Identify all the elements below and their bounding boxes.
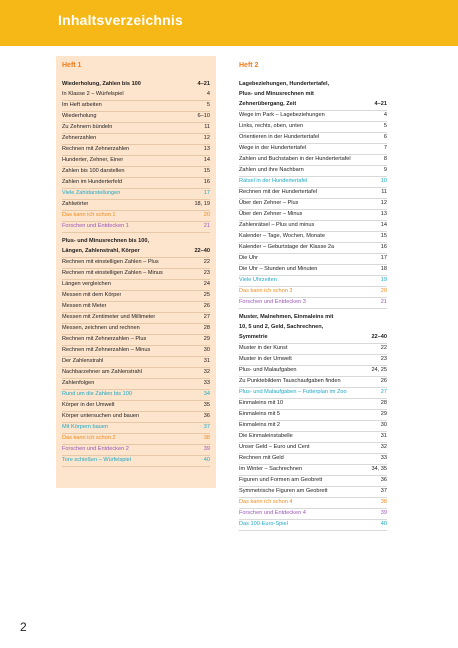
toc-entry [62, 123, 210, 134]
toc-entry [62, 222, 210, 233]
toc-entry-page: 5 [206, 102, 210, 109]
toc-entry [62, 335, 210, 346]
toc-entry-title: Im Heft arbeiten [62, 102, 102, 109]
toc-entry-page: 13 [203, 146, 210, 153]
toc-entry [239, 432, 387, 443]
toc-entry-page: 21 [380, 299, 387, 306]
toc-entry [239, 287, 387, 298]
toc-entry-page: 26 [203, 303, 210, 310]
toc-entry-page: 24, 25 [371, 367, 387, 374]
toc-entry-title: Forschen und Entdecken 2 [62, 446, 129, 453]
toc-entry-title: Das kann ich schon 1 [62, 212, 116, 219]
toc-entry-page: 25 [203, 292, 210, 299]
toc-entry [239, 298, 387, 309]
toc-entry-title: Symmetrische Figuren am Geobrett [239, 488, 328, 495]
toc-entry [62, 291, 210, 302]
toc-entry [62, 258, 210, 269]
toc-entry-page: 4 [383, 112, 387, 119]
toc-entry [62, 346, 210, 357]
toc-entry-title: Muster, Malnehmen, Einmaleins mit [239, 314, 334, 321]
toc-entry [62, 401, 210, 412]
toc-entry [239, 487, 387, 498]
toc-entry-page: 27 [203, 314, 210, 321]
toc-entry [62, 167, 210, 178]
toc-entry-page: 19 [380, 277, 387, 284]
toc-entry-title: Über den Zehner – Minus [239, 211, 303, 218]
toc-entry [62, 112, 210, 123]
toc-entry-title: Lagebeziehungen, Hundertertafel, [239, 81, 330, 88]
toc-entry-page: 39 [203, 446, 210, 453]
toc-entry [62, 368, 210, 379]
toc-entry [239, 454, 387, 465]
toc-entry [239, 254, 387, 265]
header-banner [0, 0, 458, 46]
heft1-panel [56, 56, 216, 488]
toc-entry [239, 498, 387, 509]
toc-entry-title: Rechnen mit Zehnerzahlen [62, 146, 130, 153]
toc-entry-page: 11 [381, 189, 387, 196]
toc-entry-title: Wege im Park – Lagebeziehungen [239, 112, 325, 119]
toc-entry [62, 280, 210, 291]
toc-section-heading [239, 333, 387, 344]
toc-entry-page: 34 [203, 391, 210, 398]
toc-entry-title: Einmaleins mit 2 [239, 422, 281, 429]
toc-entry-page: 12 [380, 200, 387, 207]
toc-entry-page: 6–10 [197, 113, 210, 120]
toc-entry-title: Messen mit Zentimeter und Millimeter [62, 314, 156, 321]
toc-entry-page: 15 [380, 233, 387, 240]
toc-entry-title: Rund um die Zahlen bis 100 [62, 391, 132, 398]
toc-entry-page: 10 [380, 178, 387, 185]
toc-entry [62, 434, 210, 445]
toc-entry-title: Hunderter, Zehner, Einer [62, 157, 124, 164]
toc-entry-page: 24 [203, 281, 210, 288]
toc-entry-page: 21 [203, 223, 210, 230]
toc-entry [239, 188, 387, 199]
toc-entry-page: 15 [203, 168, 210, 175]
toc-entry [239, 210, 387, 221]
toc-entry-page: 13 [380, 211, 387, 218]
toc-entry [62, 412, 210, 423]
toc-entry-title: Figuren und Formen am Geobrett [239, 477, 323, 484]
toc-entry-title: Die Uhr [239, 255, 258, 262]
toc-entry-title: Zehnerübergang, Zeit [239, 101, 297, 108]
toc-entry [239, 355, 387, 366]
toc-entry-title: Wege in der Hundertertafel [239, 145, 307, 152]
toc-entry [239, 221, 387, 232]
toc-entry-title: Das kann ich schon 4 [239, 499, 293, 506]
toc-entry-page: 30 [380, 422, 387, 429]
toc-entry-title: Plus- und Minusrechnen mit [239, 91, 314, 98]
toc-entry [62, 156, 210, 167]
toc-entry-page: 8 [383, 156, 387, 163]
toc-entry [239, 177, 387, 188]
toc-entry-title: Einmaleins mit 5 [239, 411, 281, 418]
toc-entry-page: 29 [380, 411, 387, 418]
toc-entry-title: Einmaleins mit 10 [239, 400, 284, 407]
toc-entry-page: 37 [203, 424, 210, 431]
toc-entry-title: Die Einmaleinstabelle [239, 433, 293, 440]
toc-entry [239, 122, 387, 133]
toc-entry [62, 357, 210, 368]
toc-entry-title: Das kann ich schon 3 [239, 288, 293, 295]
toc-entry-title: Körper untersuchen und bauen [62, 413, 140, 420]
toc-entry-page: 4 [206, 91, 210, 98]
toc-entry [239, 265, 387, 276]
decorative-curve [320, 0, 458, 46]
toc-entry-page: 26 [380, 378, 387, 385]
toc-entry-page: 22 [380, 345, 387, 352]
toc-entry-title: Plus- und Malaufgaben – Futterplan im Zoo [239, 389, 347, 396]
toc-entry [62, 189, 210, 200]
toc-section-heading [62, 237, 210, 247]
toc-entry-title: Zahlenrätsel – Plus und minus [239, 222, 315, 229]
toc-entry [239, 399, 387, 410]
heft2-toc-list [239, 80, 387, 531]
toc-entry-page: 22–40 [371, 334, 387, 341]
toc-entry-title: Messen, zeichnen und rechnen [62, 325, 140, 332]
toc-entry-page: 30 [203, 347, 210, 354]
toc-entry-title: Im Winter – Sachrechnen [239, 466, 303, 473]
toc-entry-title: Forschen und Entdecken 3 [239, 299, 306, 306]
toc-entry [239, 377, 387, 388]
toc-entry [239, 344, 387, 355]
toc-entry [239, 155, 387, 166]
toc-entry [62, 101, 210, 112]
toc-entry-page: 38 [380, 499, 387, 506]
toc-entry-page: 29 [203, 336, 210, 343]
toc-entry-title: Zahlen bis 100 darstellen [62, 168, 125, 175]
toc-entry [62, 423, 210, 434]
toc-entry-page: 17 [203, 190, 210, 197]
toc-entry [62, 324, 210, 335]
toc-entry-page: 22 [203, 259, 210, 266]
toc-entry-page: 23 [380, 356, 387, 363]
toc-entry-page: 40 [380, 521, 387, 528]
toc-entry-title: Rätsel in der Hundertertafel [239, 178, 308, 185]
toc-entry-title: Zahlenfolgen [62, 380, 95, 387]
toc-entry-title: Zahlen und ihre Nachbarn [239, 167, 304, 174]
toc-entry [239, 476, 387, 487]
toc-entry [239, 509, 387, 520]
toc-entry-title: Zu Punktebildern Tauschaufgaben finden [239, 378, 341, 385]
toc-entry [239, 232, 387, 243]
toc-entry [239, 421, 387, 432]
toc-entry-title: Rechnen mit Zehnerzahlen – Plus [62, 336, 147, 343]
toc-entry [62, 445, 210, 456]
toc-entry-title: Viele Uhrzeiten [239, 277, 277, 284]
toc-entry-page: 9 [383, 167, 387, 174]
toc-entry-title: Messen mit Meter [62, 303, 107, 310]
toc-entry [239, 443, 387, 454]
toc-entry-page: 11 [204, 124, 210, 131]
toc-entry-title: Der Zahlenstrahl [62, 358, 104, 365]
toc-entry-page: 23 [203, 270, 210, 277]
toc-entry-page: 4–21 [197, 81, 210, 88]
toc-entry-page: 4–21 [374, 101, 387, 108]
toc-entry-page: 31 [203, 358, 210, 365]
toc-entry-title: Zu Zehnern bündeln [62, 124, 113, 131]
toc-entry [62, 178, 210, 189]
toc-entry [239, 520, 387, 531]
toc-entry [62, 211, 210, 222]
toc-section-heading [62, 247, 210, 258]
toc-entry-page: 14 [203, 157, 210, 164]
toc-entry-page: 37 [380, 488, 387, 495]
toc-entry [62, 390, 210, 401]
toc-entry-page: 22–40 [194, 248, 210, 255]
toc-entry-title: Symmetrie [239, 334, 268, 341]
toc-section-heading [239, 100, 387, 111]
toc-entry-title: Rechnen mit einstelligen Zahlen – Minus [62, 270, 163, 277]
toc-entry-page: 32 [203, 369, 210, 376]
toc-section-heading [239, 90, 387, 100]
toc-entry-page: 31 [380, 433, 387, 440]
toc-entry [239, 111, 387, 122]
toc-entry [239, 166, 387, 177]
toc-entry-page: 20 [203, 212, 210, 219]
page-number: 2 [20, 620, 27, 634]
toc-entry-title: Rechnen mit der Hundertertafel [239, 189, 318, 196]
toc-entry-title: Forschen und Entdecken 4 [239, 510, 306, 517]
toc-entry [239, 388, 387, 399]
toc-entry [62, 134, 210, 145]
toc-entry-page: 18 [380, 266, 387, 273]
toc-entry-page: 38 [203, 435, 210, 442]
toc-entry-page: 18, 19 [194, 201, 210, 208]
toc-entry-title: Links, rechts, oben, unten [239, 123, 304, 130]
toc-entry-title: Rechnen mit Zehnerzahlen – Minus [62, 347, 151, 354]
toc-entry-title: Zahlen und Buchstaben in der Hundertertafel [239, 156, 351, 163]
toc-entry-title: Tore schießen – Würfelspiel [62, 457, 132, 464]
toc-entry-page: 35 [203, 402, 210, 409]
toc-entry [62, 313, 210, 324]
toc-entry-title: Zehnerzahlen [62, 135, 97, 142]
toc-entry-page: 39 [380, 510, 387, 517]
toc-section-heading [62, 80, 210, 90]
toc-entry [239, 144, 387, 155]
toc-entry-page: 36 [203, 413, 210, 420]
toc-entry-page: 12 [203, 135, 210, 142]
toc-entry-title: Kalender – Tage, Wochen, Monate [239, 233, 325, 240]
toc-entry-page: 17 [380, 255, 387, 262]
toc-entry-page: 33 [380, 455, 387, 462]
toc-entry-title: Zahlwörter [62, 201, 89, 208]
toc-entry-title: Kalender – Geburtstage der Klasse 2a [239, 244, 335, 251]
toc-entry-title: Muster in der Umwelt [239, 356, 292, 363]
heft2-panel [233, 56, 393, 528]
toc-entry-title: Über den Zehner – Plus [239, 200, 299, 207]
toc-entry [62, 302, 210, 313]
toc-entry-page: 33 [203, 380, 210, 387]
toc-section-heading [239, 80, 387, 90]
toc-entry-title: Plus- und Malaufgaben [239, 367, 297, 374]
toc-entry-title: Längen vergleichen [62, 281, 111, 288]
toc-entry-title: Viele Zahldarstellungen [62, 190, 121, 197]
page-title: Inhaltsverzeichnis [58, 12, 183, 28]
toc-entry-title: Muster in der Kunst [239, 345, 288, 352]
toc-entry-page: 16 [380, 244, 387, 251]
toc-entry-page: 40 [203, 457, 210, 464]
toc-entry [62, 145, 210, 156]
toc-entry-page: 34, 35 [371, 466, 387, 473]
toc-entry-page: 28 [203, 325, 210, 332]
toc-entry-title: Wiederholung [62, 113, 97, 120]
toc-entry [239, 276, 387, 287]
toc-entry-title: Wiederholung, Zahlen bis 100 [62, 81, 141, 88]
toc-entry-title: Die Uhr – Stunden und Minuten [239, 266, 318, 273]
toc-entry-title: Orientieren in der Hundertertafel [239, 134, 320, 141]
toc-entry-title: Das kann ich schon 2 [62, 435, 116, 442]
toc-entry-title: Unser Geld – Euro und Cent [239, 444, 310, 451]
toc-entry-page: 7 [383, 145, 387, 152]
toc-entry [239, 243, 387, 254]
heft1-title: Heft 1 [62, 62, 82, 69]
toc-entry [239, 465, 387, 476]
toc-entry-title: Messen mit dem Körper [62, 292, 122, 299]
toc-entry-page: 36 [380, 477, 387, 484]
toc-entry [239, 133, 387, 144]
toc-entry-page: 20 [380, 288, 387, 295]
toc-entry-page: 14 [380, 222, 387, 229]
toc-section-heading [239, 313, 387, 323]
toc-entry [62, 379, 210, 390]
toc-entry [62, 90, 210, 101]
toc-entry-title: Rechnen mit einstelligen Zahlen – Plus [62, 259, 159, 266]
toc-section-heading [239, 323, 387, 333]
toc-entry-title: Das 100-Euro-Spiel [239, 521, 288, 528]
toc-entry-title: In Klasse 2 – Würfelspiel [62, 91, 124, 98]
toc-entry [239, 199, 387, 210]
toc-entry-title: Rechnen mit Geld [239, 455, 284, 462]
toc-entry-title: Plus- und Minusrechnen bis 100, [62, 238, 150, 245]
toc-entry [239, 410, 387, 421]
toc-entry [62, 456, 210, 467]
toc-entry-title: 10, 5 und 2, Geld, Sachrechnen, [239, 324, 324, 331]
toc-entry-page: 16 [203, 179, 210, 186]
toc-entry-page: 32 [380, 444, 387, 451]
toc-entry-title: Zahlen im Hunderterfeld [62, 179, 123, 186]
toc-entry-title: Forschen und Entdecken 1 [62, 223, 129, 230]
toc-entry [239, 366, 387, 377]
toc-entry-title: Mit Körpern bauen [62, 424, 109, 431]
toc-entry-page: 6 [383, 134, 387, 141]
toc-entry-title: Längen, Zahlenstrahl, Körper [62, 248, 140, 255]
toc-entry-title: Körper in der Umwelt [62, 402, 115, 409]
heft1-toc-list [62, 80, 210, 467]
toc-entry [62, 269, 210, 280]
toc-entry-page: 28 [380, 400, 387, 407]
toc-entry-page: 27 [380, 389, 387, 396]
toc-entry-title: Nachbarzehner am Zahlenstrahl [62, 369, 142, 376]
heft2-title: Heft 2 [239, 62, 259, 69]
toc-entry [62, 200, 210, 211]
toc-entry-page: 5 [383, 123, 387, 130]
